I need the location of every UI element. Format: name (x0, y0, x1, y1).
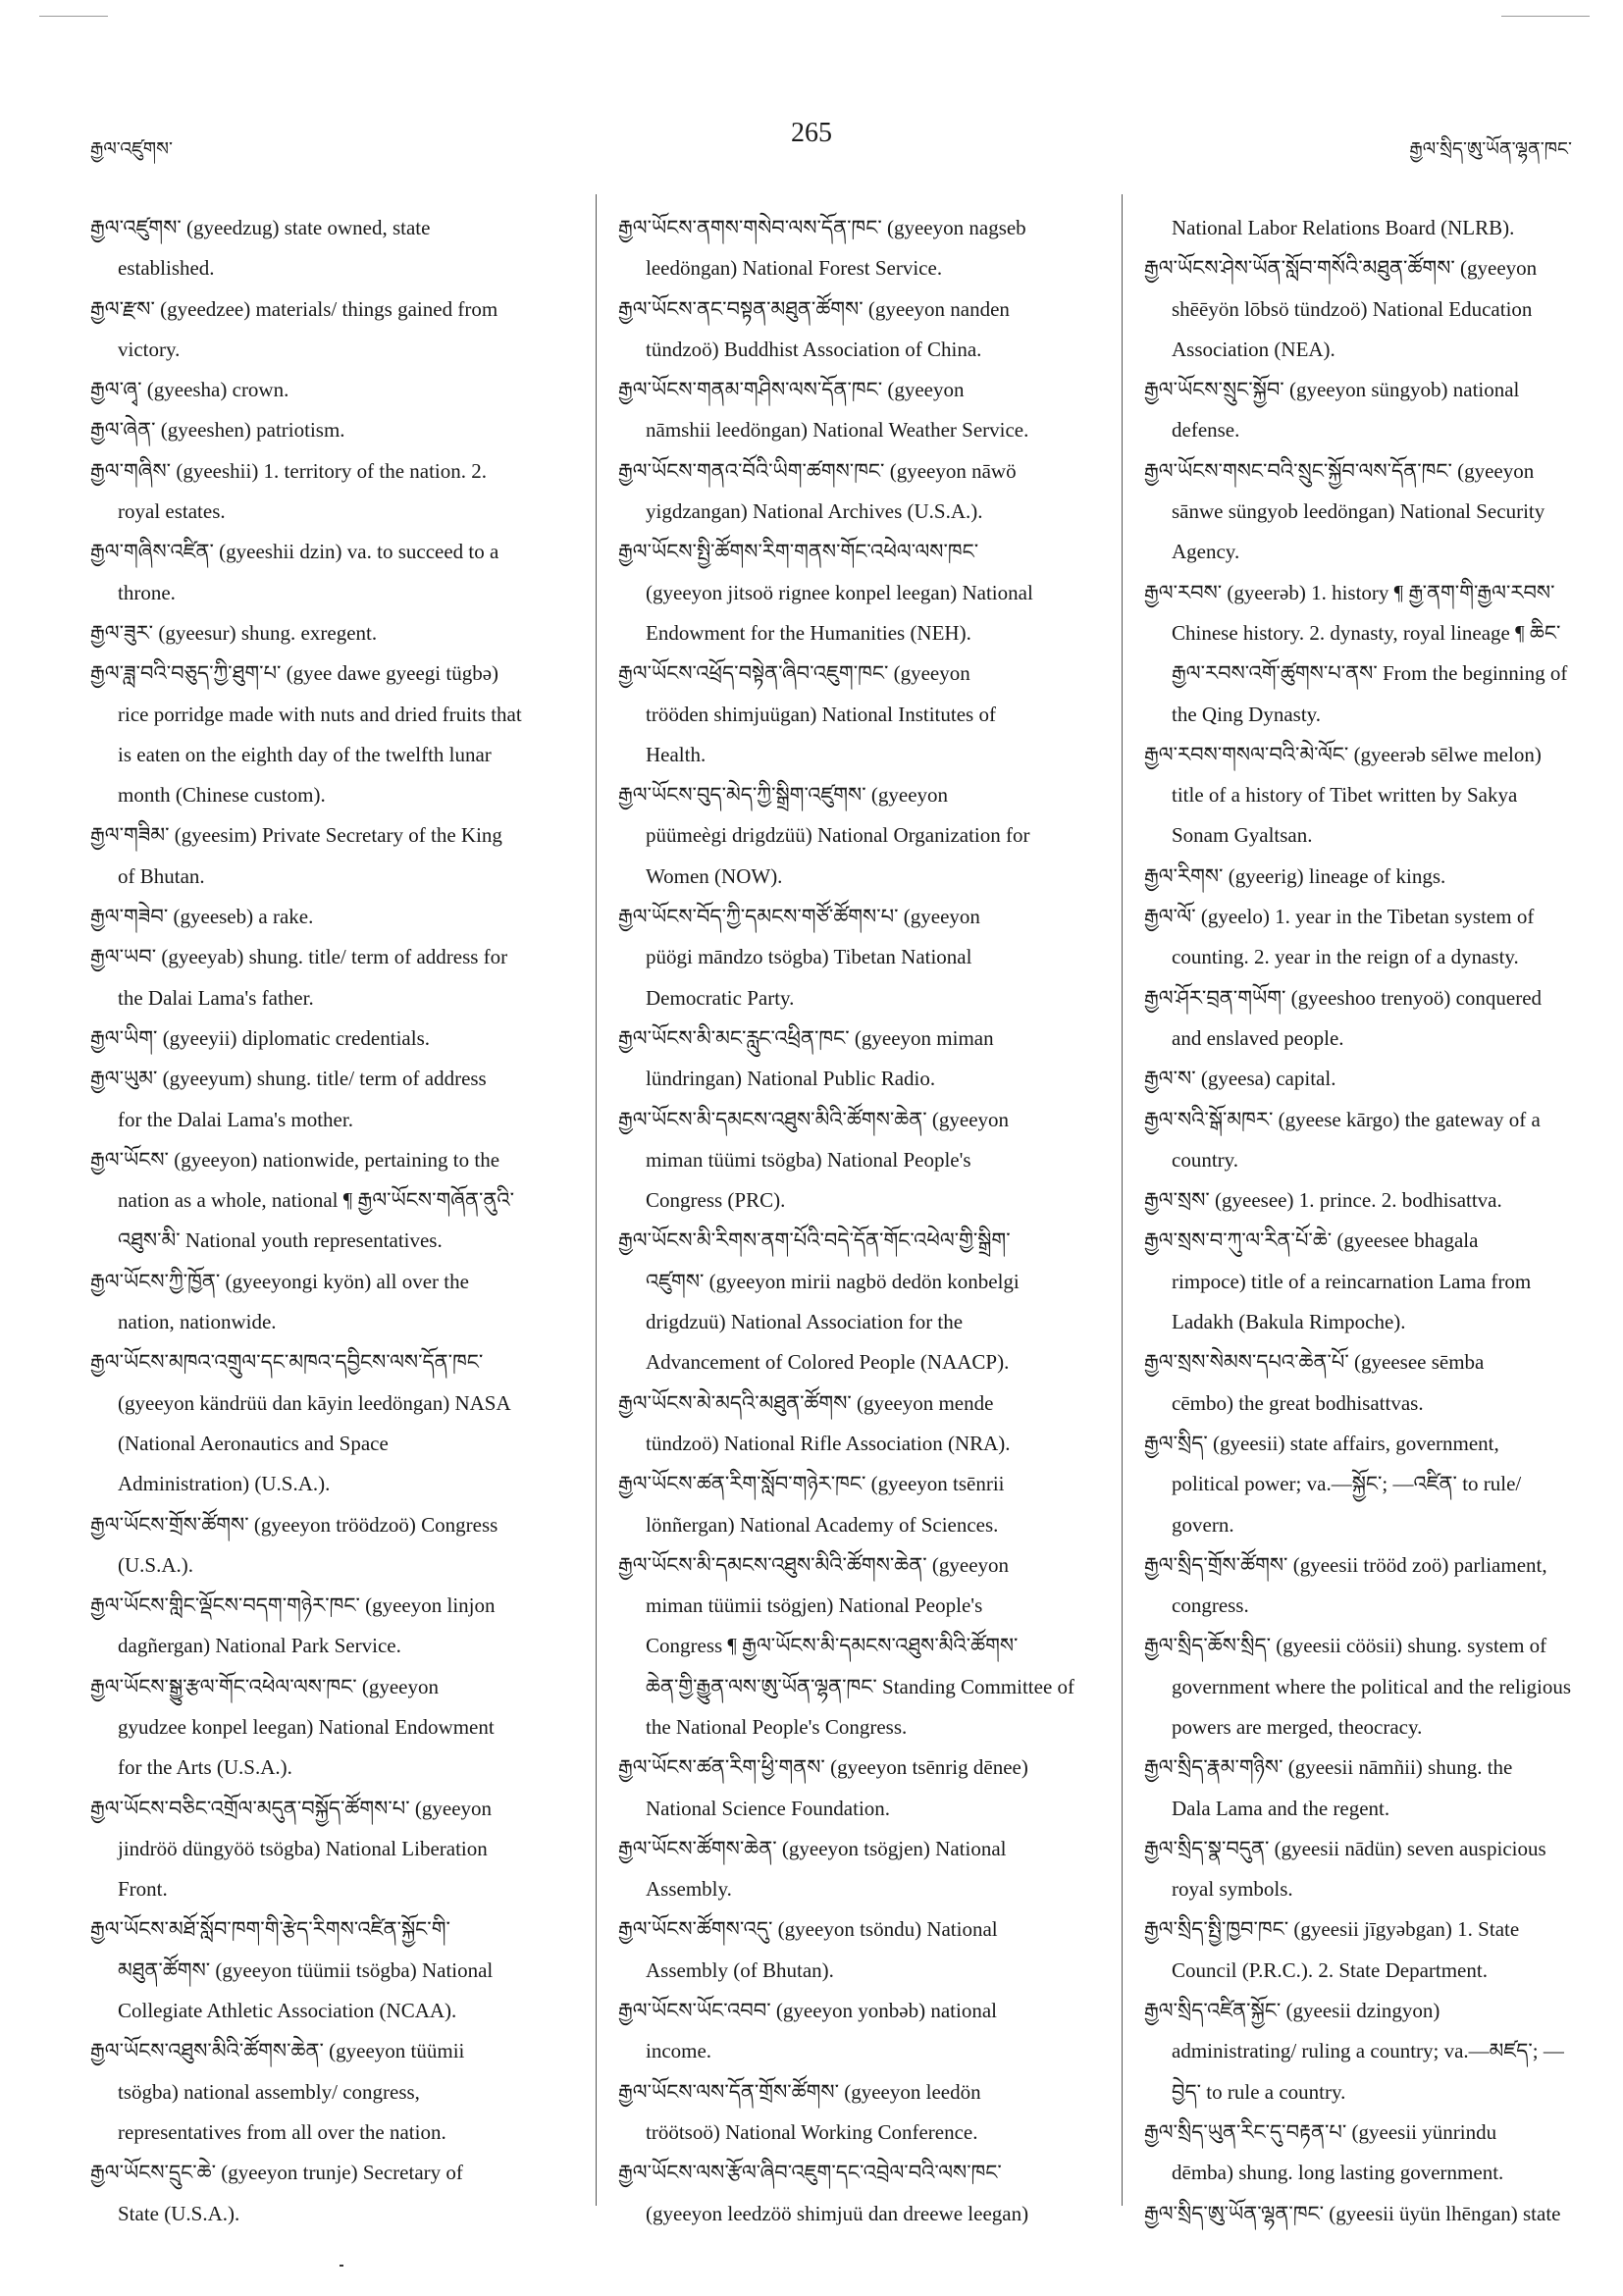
entry-headword-line: རྒྱལ་སྲས་ (gyeesee) 1. prince. 2. bodhisattva. (1144, 1188, 1502, 1213)
entry-continuation-line: nāmshii leedöngan) National Weather Service. (646, 418, 1029, 443)
entry-continuation-line: Ladakh (Bakula Rimpoche). (1172, 1310, 1406, 1334)
entry-headword-line: རྒྱལ་ཡིག་ (gyeeyii) diplomatic credentials. (90, 1025, 431, 1050)
entry-continuation-line: འཛུགས་ (gyeeyon mirii nagbö dedön konbelgi (646, 1269, 1020, 1293)
entry-continuation-line: congress. (1172, 1593, 1249, 1618)
entry-headword-line: རྒྱལ་ཡུམ་ (gyeeyum) shung. title/ term of address (90, 1067, 487, 1091)
entry-headword-line: རྒྱལ་ཡོངས་ཚན་རིག་སློབ་གཉེར་ཁང་ (gyeeyon tsēnrii (618, 1472, 1005, 1496)
entry-continuation-line: powers are merged, theocracy. (1172, 1714, 1423, 1739)
entry-continuation-line: miman tüümi tsögba) National People's (646, 1147, 971, 1172)
entry-headword-line: རྒྱལ་ཡོངས་ལས་དོན་གྲོས་ཚོགས་ (gyeeyon leedön (618, 2079, 981, 2104)
entry-continuation-line: dēmba) shung. long lasting government. (1172, 2161, 1504, 2185)
entry-headword-line: རྒྱལ་ཟླ་བའི་བཅུད་ཀྱི་ཐུག་པ་ (gyee dawe gyeegi tügbə) (90, 661, 499, 686)
entry-continuation-line: administrating/ ruling a country; va.—མཛད་; — (1172, 2039, 1564, 2063)
entry-headword-line: རྒྱལ་སྲིད་གྲོས་ཚོགས་ (gyeesii trööd zoö) parliament, (1144, 1552, 1547, 1577)
entry-continuation-line: cēmbo) the great bodhisattvas. (1172, 1390, 1424, 1415)
entry-continuation-line: political power; va.—སྐྱོང་; —འཛིན་ to rule/ (1172, 1472, 1522, 1496)
entry-continuation-line: tündzoö) National Rifle Association (NRA). (646, 1431, 1011, 1455)
entry-headword-line: རྒྱལ་སྲས་སེམས་དཔའ་ཆེན་པོ་ (gyeesee sēmba (1144, 1350, 1485, 1375)
entry-headword-line: རྒྱལ་སྲིད་ (gyeesii) state affairs, government, (1144, 1431, 1499, 1455)
column-divider (596, 194, 597, 2206)
entry-continuation-line: püümeègi drigdzüü) National Organization for (646, 823, 1030, 848)
running-head-right: རྒྱལ་སྲིད་ཨུ་ཡོན་ལྷན་ཁང་ (1409, 138, 1572, 160)
entry-continuation-line: govern. (1172, 1512, 1234, 1537)
entry-continuation-line: lündringan) National Public Radio. (646, 1067, 936, 1091)
entry-headword-line: རྒྱལ་ས་ (gyeesa) capital. (1144, 1067, 1336, 1091)
entry-continuation-line: National Labor Relations Board (NLRB). (1172, 216, 1515, 239)
entry-continuation-line: lönñergan) National Academy of Sciences. (646, 1512, 999, 1537)
entry-continuation-line: royal estates. (118, 499, 226, 524)
entry-headword-line: རྒྱལ་ཡོངས་མཁའ་འགྲུལ་དང་མཁའ་དབྱིངས་ལས་དོན་ཁང་ (90, 1350, 484, 1375)
entry-continuation-line: nation as a whole, national ¶ རྒྱལ་ཡོངས་གཞོན་ནུའི་ (118, 1188, 515, 1213)
entry-headword-line: རྒྱལ་ཡོངས་ཚོགས་ཆེན་ (gyeeyon tsögjen) National (618, 1836, 1007, 1860)
entry-headword-line: རྒྱལ་ལོ་ (gyeelo) 1. year in the Tibetan system of (1144, 905, 1535, 929)
entry-continuation-line: Dala Lama and the regent. (1172, 1796, 1390, 1820)
entry-headword-line: རྒྱལ་ཞྭ་ (gyeesha) crown. (90, 378, 289, 402)
entry-column-2 (618, 208, 1115, 2234)
entry-continuation-line: National Science Foundation. (646, 1796, 891, 1820)
entry-continuation-line: shēēyön lōbsö tündzoö) National Education (1172, 296, 1533, 321)
entry-headword-line: རྒྱལ་གཞིས་འཛིན་ (gyeeshii dzin) va. to succeed to a (90, 540, 499, 564)
entry-headword-line: རྒྱལ་ཡོངས་གནའ་བོའི་ཡིག་ཚགས་ཁང་ (gyeeyon nāwö (618, 458, 1017, 483)
entry-continuation-line: nation, nationwide. (118, 1310, 277, 1334)
entry-headword-line: རྒྱལ་སྲིད་སྤྱི་ཁྱབ་ཁང་ (gyeesii jīgyəbgan) 1. State (1144, 1917, 1520, 1942)
entry-continuation-line: Advancement of Colored People (NAACP). (646, 1350, 1010, 1375)
entry-continuation-line: the National People's Congress. (646, 1714, 908, 1739)
entry-continuation-line: income. (646, 2039, 712, 2063)
entry-headword-line: རྒྱལ་ཡོངས་མི་དམངས་འཐུས་མིའི་ཚོགས་ཆེན་ (gyeeyon (618, 1107, 1010, 1131)
stray-mark (340, 2265, 343, 2267)
entry-continuation-line: and enslaved people. (1172, 1025, 1344, 1050)
entry-continuation-line: counting. 2. year in the reign of a dynasty. (1172, 945, 1519, 969)
entry-headword-line: རྒྱལ་ཡོངས་གླིང་ལྡོངས་བདག་གཉེར་ཁང་ (gyeeyon linjon (90, 1593, 496, 1618)
entry-continuation-line: Assembly (of Bhutan). (646, 1957, 834, 1982)
entry-continuation-line: rimpoce) title of a reincarnation Lama from (1172, 1269, 1532, 1293)
entry-headword-line: རྒྱལ་ཡབ་ (gyeeyab) shung. title/ term of address for (90, 945, 508, 969)
entry-continuation-line: བྱེད་ to rule a country. (1172, 2079, 1346, 2104)
entry-headword-line: རྒྱལ་ཡོངས་དྲུང་ཆེ་ (gyeeyon trunje) Secretary of (90, 2161, 463, 2185)
entry-continuation-line: miman tüümii tsögjen) National People's (646, 1593, 983, 1618)
entry-continuation-line: tröötsoö) National Working Conference. (646, 2119, 978, 2144)
entry-continuation-line: the Dalai Lama's father. (118, 985, 314, 1010)
entry-column-3 (1144, 208, 1605, 2234)
entry-continuation-line: yigdzangan) National Archives (U.S.A.). (646, 499, 983, 524)
entry-continuation-line: established. (118, 256, 215, 281)
entry-headword-line: རྒྱལ་སྲིད་ཨུ་ཡོན་ལྷན་ཁང་ (gyeesii üyün lhēngan) state (1144, 2201, 1561, 2225)
entry-continuation-line: victory. (118, 337, 181, 361)
entry-headword-line: རྒྱལ་ཡོངས་བུད་མེད་ཀྱི་སྒྲིག་འཛུགས་ (gyeeyon (618, 783, 949, 808)
entry-headword-line: རྒྱལ་ཡོངས་སྲུང་སྐྱོབ་ (gyeeyon süngyob) national (1144, 378, 1520, 402)
entry-continuation-line: for the Dalai Lama's mother. (118, 1107, 353, 1131)
entry-headword-line: རྒྱལ་གཟེབ་ (gyeeseb) a rake. (90, 905, 314, 929)
entry-continuation-line: royal symbols. (1172, 1877, 1293, 1902)
entry-headword-line: རྒྱལ་ཞེན་ (gyeeshen) patriotism. (90, 418, 345, 443)
entry-continuation-line: leedöngan) National Forest Service. (646, 256, 943, 281)
entry-headword-line: རྒྱལ་ཡོངས་ཚན་རིག་ཕྱི་གནས་ (gyeeyon tsēnrig dēnee) (618, 1755, 1028, 1780)
entry-headword-line: རྒྱལ་རབས་གསལ་བའི་མེ་ལོང་ (gyeerəb sēlwe melon) (1144, 742, 1542, 766)
entry-continuation-line: tündzoö) Buddhist Association of China. (646, 337, 982, 361)
entry-continuation-line: püögi māndzo tsögba) Tibetan National (646, 945, 972, 969)
entry-headword-line: རྒྱལ་ཡོངས་མི་དམངས་འཐུས་མིའི་ཚོགས་ཆེན་ (gyeeyon (618, 1552, 1010, 1577)
entry-headword-line: རྒྱལ་གཟིམ་ (gyeesim) Private Secretary of the King (90, 823, 502, 848)
entry-continuation-line: (U.S.A.). (118, 1552, 193, 1577)
scan-speck (1501, 16, 1590, 17)
entry-headword-line: རྒྱལ་ཡོངས་གསང་བའི་སྲུང་སྐྱོབ་ལས་དོན་ཁང་ (gyeeyon (1144, 458, 1535, 483)
entry-continuation-line: sānwe süngyob leedöngan) National Security (1172, 499, 1545, 524)
running-head-left: རྒྱལ་འཛུགས་ (90, 138, 173, 160)
entry-headword-line: རྒྱལ་ཤོར་བྲན་གཡོག་ (gyeeshoo trenyoö) conquered (1144, 985, 1543, 1010)
entry-continuation-line: (National Aeronautics and Space (118, 1431, 389, 1455)
entry-continuation-line: throne. (118, 580, 176, 604)
entry-headword-line: རྒྱལ་ཡོངས་ཡོང་འབབ་ (gyeeyon yonbəb) national (618, 1999, 997, 2023)
entry-headword-line: རྒྱལ་སྲིད་རྣམ་གཉིས་ (gyeesii nāmñii) shung. the (1144, 1755, 1513, 1780)
entry-headword-line: རྒྱལ་ཡོངས་ཚོགས་འདུ་ (gyeeyon tsöndu) National (618, 1917, 998, 1942)
entry-headword-line: རྒྱལ་སྲིད་ཆོས་སྲིད་ (gyeesii cöösii) shung. system of (1144, 1634, 1547, 1658)
entry-headword-line: རྒྱལ་ཡོངས་འཕྲོད་བསྟེན་ཞིབ་འཇུག་ཁང་ (gyeeyon (618, 661, 970, 686)
entry-headword-line: རྒྱལ་སྲིད་ཡུན་རིང་དུ་བརྟན་པ་ (gyeesii yünrindu (1144, 2119, 1497, 2144)
entry-continuation-line: མཐུན་ཚོགས་ (gyeeyon tüümii tsögba) National (118, 1957, 494, 1982)
entry-headword-line: རྒྱལ་སྲས་བ་ཀུ་ལ་རིན་པོ་ཆེ་ (gyeesee bhagala (1144, 1228, 1479, 1253)
entry-continuation-line: (gyeeyon kändrüü dan kāyin leedöngan) NASA (118, 1390, 511, 1415)
entry-continuation-line: Women (NOW). (646, 863, 783, 888)
entry-continuation-line: government where the political and the religious (1172, 1674, 1572, 1698)
entry-headword-line: རྒྱལ་སའི་སྒོ་མཁར་ (gyeese kārgo) the gateway of a (1144, 1107, 1541, 1131)
entry-continuation-line: Front. (118, 1877, 168, 1902)
entry-continuation-line: representatives from all over the nation. (118, 2119, 446, 2144)
entry-continuation-line: Assembly. (646, 1877, 732, 1902)
entry-continuation-line: State (U.S.A.). (118, 2201, 240, 2225)
entry-headword-line: རྒྱལ་ཡོངས་ནགས་གསེབ་ལས་དོན་ཁང་ (gyeeyon nagseb (618, 216, 1026, 239)
column-divider (1122, 194, 1123, 2206)
entry-continuation-line: the Qing Dynasty. (1172, 702, 1322, 726)
entry-continuation-line: ཆེན་གྱི་རྒྱུན་ལས་ཨུ་ཡོན་ལྷན་ཁང་ Standing Committee of (646, 1674, 1075, 1698)
entry-continuation-line: འཐུས་མི་ National youth representatives. (118, 1228, 443, 1253)
entry-continuation-line: Congress (PRC). (646, 1188, 786, 1213)
entry-continuation-line: gyudzee konpel leegan) National Endowment (118, 1714, 495, 1739)
entry-continuation-line: Health. (646, 742, 707, 766)
entry-headword-line: རྒྱལ་ཡོངས་ཀྱི་ཁྱོན་ (gyeeyongi kyön) all over the (90, 1269, 469, 1293)
entry-headword-line: རྒྱལ་རིགས་ (gyeerig) lineage of kings. (1144, 863, 1446, 888)
entry-continuation-line: for the Arts (U.S.A.). (118, 1755, 292, 1780)
entry-continuation-line: Agency. (1172, 540, 1240, 564)
entry-continuation-line: trööden shimjuügan) National Institutes of (646, 702, 996, 726)
page-number: 265 (791, 118, 832, 148)
entry-continuation-line: Congress ¶ རྒྱལ་ཡོངས་མི་དམངས་འཐུས་མིའི་ཚོགས་ (646, 1634, 1019, 1658)
entry-continuation-line: Administration) (U.S.A.). (118, 1472, 331, 1496)
entry-continuation-line: country. (1172, 1147, 1239, 1172)
entry-headword-line: རྒྱལ་ཡོངས་གྲོས་ཚོགས་ (gyeeyon tröödzoö) Congress (90, 1512, 498, 1537)
entry-headword-line: རྒྱལ་ཡོངས་མེ་མདའི་མཐུན་ཚོགས་ (gyeeyon mende (618, 1390, 994, 1415)
entry-headword-line: རྒྱལ་ཡོངས་མི་མང་རླུང་འཕྲིན་ཁང་ (gyeeyon miman (618, 1025, 994, 1050)
entry-continuation-line: Sonam Gyaltsan. (1172, 823, 1313, 848)
entry-column-1 (90, 208, 581, 2234)
entry-continuation-line: title of a history of Tibet written by Sakya (1172, 783, 1518, 808)
entry-headword-line: རྒྱལ་ཡོངས་མཐོ་སློབ་ཁག་གི་རྩེད་རིགས་འཛིན་སྐྱོང་གི་ (90, 1917, 450, 1942)
entry-continuation-line: drigdzuü) National Association for the (646, 1310, 964, 1334)
entry-continuation-line: tsögba) national assembly/ congress, (118, 2079, 420, 2104)
entry-continuation-line: Council (P.R.C.). 2. State Department. (1172, 1957, 1488, 1982)
entry-headword-line: རྒྱལ་ཡོངས་ལས་རྩོལ་ཞིབ་འཇུག་དང་འབྲེལ་བའི་ལས་ཁང་ (618, 2161, 1002, 2185)
entry-continuation-line: Chinese history. 2. dynasty, royal lineage ¶ ཆིང་ (1172, 620, 1561, 645)
entry-headword-line: རྒྱལ་ཡོངས་སྒྱུ་རྩལ་གོང་འཕེལ་ལས་ཁང་ (gyeeyon (90, 1674, 439, 1698)
entry-continuation-line: jindröö düngyöö tsögba) National Liberation (118, 1836, 488, 1860)
entry-headword-line: རྒྱལ་རྫས་ (gyeedzee) materials/ things gained from (90, 296, 498, 321)
entry-continuation-line: Democratic Party. (646, 985, 795, 1010)
entry-continuation-line: is eaten on the eighth day of the twelfth lunar (118, 742, 492, 766)
entry-headword-line: རྒྱལ་འཛུགས་ (gyeedzug) state owned, state (90, 216, 431, 239)
entry-continuation-line: (gyeeyon jitsoö rignee konpel leegan) National (646, 580, 1033, 604)
entry-headword-line: རྒྱལ་ཡོངས་འཐུས་མིའི་ཚོགས་ཆེན་ (gyeeyon tüümii (90, 2039, 465, 2063)
entry-headword-line: རྒྱལ་ཡོངས་ (gyeeyon) nationwide, pertaining to the (90, 1147, 500, 1172)
entry-continuation-line: of Bhutan. (118, 863, 205, 888)
entry-headword-line: རྒྱལ་ཡོངས་ཤེས་ཡོན་སློབ་གསོའི་མཐུན་ཚོགས་ (gyeeyon (1144, 256, 1538, 281)
entry-continuation-line: རྒྱལ་རབས་འགོ་ཚུགས་པ་ནས་ From the beginning of (1172, 661, 1568, 686)
entry-continuation-line: Endowment for the Humanities (NEH). (646, 620, 971, 645)
entry-continuation-line: rice porridge made with nuts and dried fruits that (118, 702, 522, 726)
entry-headword-line: རྒྱལ་ཡོངས་མི་རིགས་ནག་པོའི་བདེ་དོན་གོང་འཕེལ་གྱི་སྒྲིག་ (618, 1228, 1011, 1253)
entry-headword-line: རྒྱལ་གཞིས་ (gyeeshii) 1. territory of the nation. 2. (90, 458, 487, 483)
entry-headword-line: རྒྱལ་ཡོངས་ནང་བསྟན་མཐུན་ཚོགས་ (gyeeyon nanden (618, 296, 1010, 321)
entry-continuation-line: month (Chinese custom). (118, 783, 326, 808)
entry-headword-line: རྒྱལ་ཡོངས་བཅིང་འགྲོལ་མདུན་བསྐྱོད་ཚོགས་པ་ (gyeeyon (90, 1796, 493, 1820)
entry-headword-line: རྒྱལ་ཡོངས་སྤྱི་ཚོགས་རིག་གནས་གོང་འཕེལ་ལས་ཁང་ (618, 540, 979, 564)
entry-continuation-line: defense. (1172, 418, 1240, 443)
entry-continuation-line: Collegiate Athletic Association (NCAA). (118, 1999, 457, 2023)
entry-headword-line: རྒྱལ་སྲིད་སྣ་བདུན་ (gyeesii nādün) seven auspicious (1144, 1836, 1546, 1860)
entry-headword-line: རྒྱལ་ཟུར་ (gyeesur) shung. exregent. (90, 620, 378, 645)
entry-continuation-line: (gyeeyon leedzöö shimjuü dan dreewe leegan) (646, 2201, 1029, 2225)
scan-speck (39, 16, 108, 17)
entry-headword-line: རྒྱལ་ཡོངས་གནམ་གཤིས་ལས་དོན་ཁང་ (gyeeyon (618, 378, 965, 402)
entry-headword-line: རྒྱལ་རབས་ (gyeerəb) 1. history ¶ རྒྱ་ནག་གི་རྒྱལ་རབས་ (1144, 580, 1555, 604)
entry-continuation-line: Association (NEA). (1172, 337, 1335, 361)
entry-headword-line: རྒྱལ་ཡོངས་བོད་ཀྱི་དམངས་གཙོ་ཚོགས་པ་ (gyeeyon (618, 905, 980, 929)
entry-headword-line: རྒྱལ་སྲིད་འཛིན་སྐྱོང་ (gyeesii dzingyon) (1144, 1999, 1440, 2023)
entry-continuation-line: dagñergan) National Park Service. (118, 1634, 401, 1658)
